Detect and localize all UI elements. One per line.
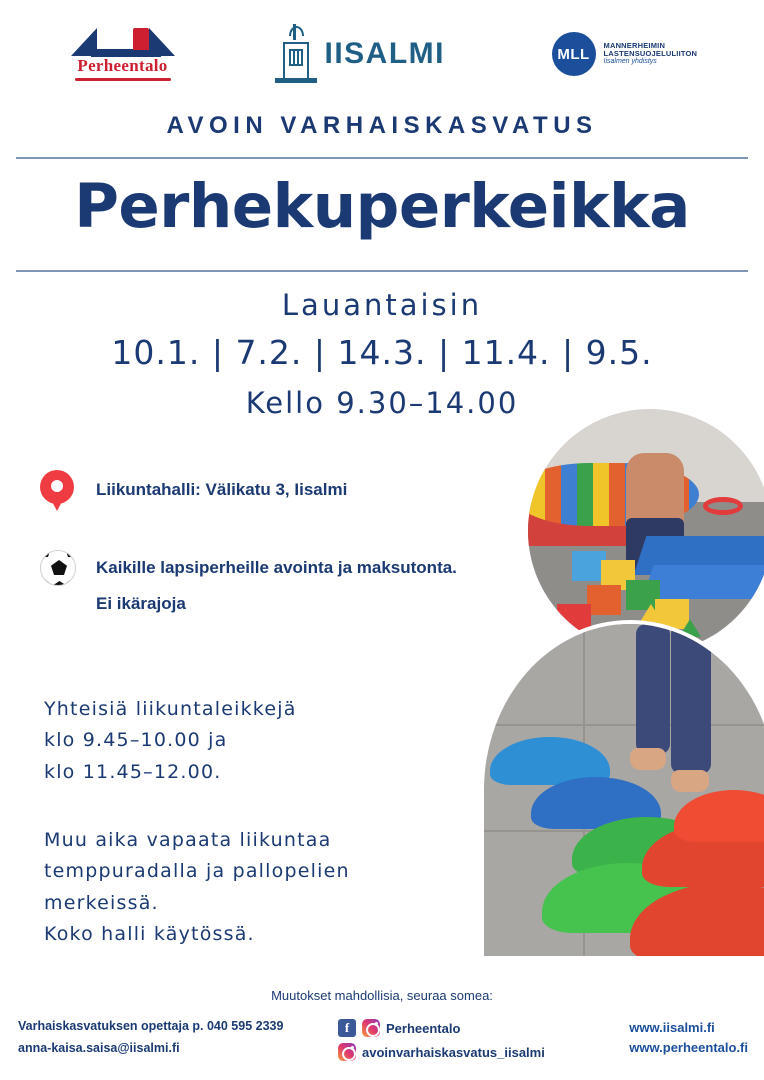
age-limit-text: Ei ikärajoja — [96, 594, 186, 613]
divider-bottom — [16, 270, 748, 272]
social-handle-varhaiskasvatus: avoinvarhaiskasvatus_iisalmi — [362, 1044, 545, 1060]
instagram-icon[interactable] — [338, 1043, 356, 1061]
website-perheentalo[interactable]: www.perheentalo.fi — [629, 1040, 748, 1056]
photo-play-tunnel — [524, 405, 764, 657]
divider-top — [16, 157, 748, 159]
activities-line-1: Yhteisiä liikuntaleikkejä — [44, 698, 297, 720]
footer-note: Muutokset mahdollisia, seuraa somea: — [271, 988, 493, 1003]
contact-block — [18, 1016, 283, 1060]
logo-iisalmi — [275, 22, 460, 86]
logo-mll — [552, 31, 702, 77]
soccer-ball-icon — [40, 550, 76, 586]
kicker-text: AVOIN VARHAISKASVATUS — [166, 112, 598, 139]
footer — [0, 1012, 764, 1080]
social-row-varhaiskasvatus[interactable] — [338, 1040, 545, 1064]
logo-iisalmi-label: IISALMI — [324, 37, 445, 70]
contact-email[interactable]: anna-kaisa.saisa@iisalmi.fi — [18, 1040, 180, 1055]
page-title: Perhekuperkeikka — [74, 171, 690, 242]
facebook-icon[interactable]: f — [338, 1019, 356, 1037]
social-handle-perheentalo: Perheentalo — [386, 1020, 461, 1036]
social-block — [338, 1016, 545, 1064]
social-row-perheentalo[interactable] — [338, 1016, 545, 1040]
mll-abbr: MLL — [552, 32, 596, 76]
schedule-dates: 10.1. | 7.2. | 14.3. | 11.4. | 9.5. — [111, 333, 653, 372]
freeplay-line-1: Muu aika vapaata liikuntaa — [44, 829, 332, 851]
logo-perheentalo — [63, 22, 183, 86]
body-block-freeplay — [44, 825, 444, 950]
schedule-day: Lauantaisin — [281, 288, 483, 322]
website-iisalmi[interactable]: www.iisalmi.fi — [629, 1020, 715, 1035]
schedule-time: Kello 9.30–14.00 — [245, 386, 519, 420]
website-block — [629, 1018, 748, 1058]
activities-line-2: klo 9.45–10.00 ja — [44, 729, 228, 752]
mll-line1: MANNERHEIMIN — [603, 40, 666, 50]
contact-phone: Varhaiskasvatuksen opettaja p. 040 595 2339 — [18, 1019, 284, 1033]
logo-underline — [75, 78, 171, 81]
map-pin-icon — [40, 470, 74, 514]
photo-stepping-stones — [480, 620, 764, 960]
house-icon — [71, 28, 175, 58]
freeplay-line-4: Koko halli käytössä. — [44, 923, 255, 946]
logo-row — [0, 16, 764, 92]
location-text: Liikuntahalli: Välikatu 3, Iisalmi — [96, 480, 348, 499]
activities-line-3: klo 11.45–12.00. — [44, 760, 222, 783]
body-block-activities — [44, 694, 464, 788]
free-admission-text: Kaikille lapsiperheille avointa ja maksutonta. — [96, 558, 457, 577]
mll-line3: Iisalmen yhdistys — [603, 58, 657, 66]
church-tower-icon — [275, 24, 323, 84]
freeplay-line-3: merkeissä. — [44, 891, 159, 914]
instagram-icon[interactable] — [362, 1019, 380, 1037]
mll-line2: LASTENSUOJELULIITON — [603, 49, 698, 59]
freeplay-line-2: temppuradalla ja pallopelien — [44, 860, 350, 883]
logo-perheentalo-label: Perheentalo — [77, 56, 168, 75]
